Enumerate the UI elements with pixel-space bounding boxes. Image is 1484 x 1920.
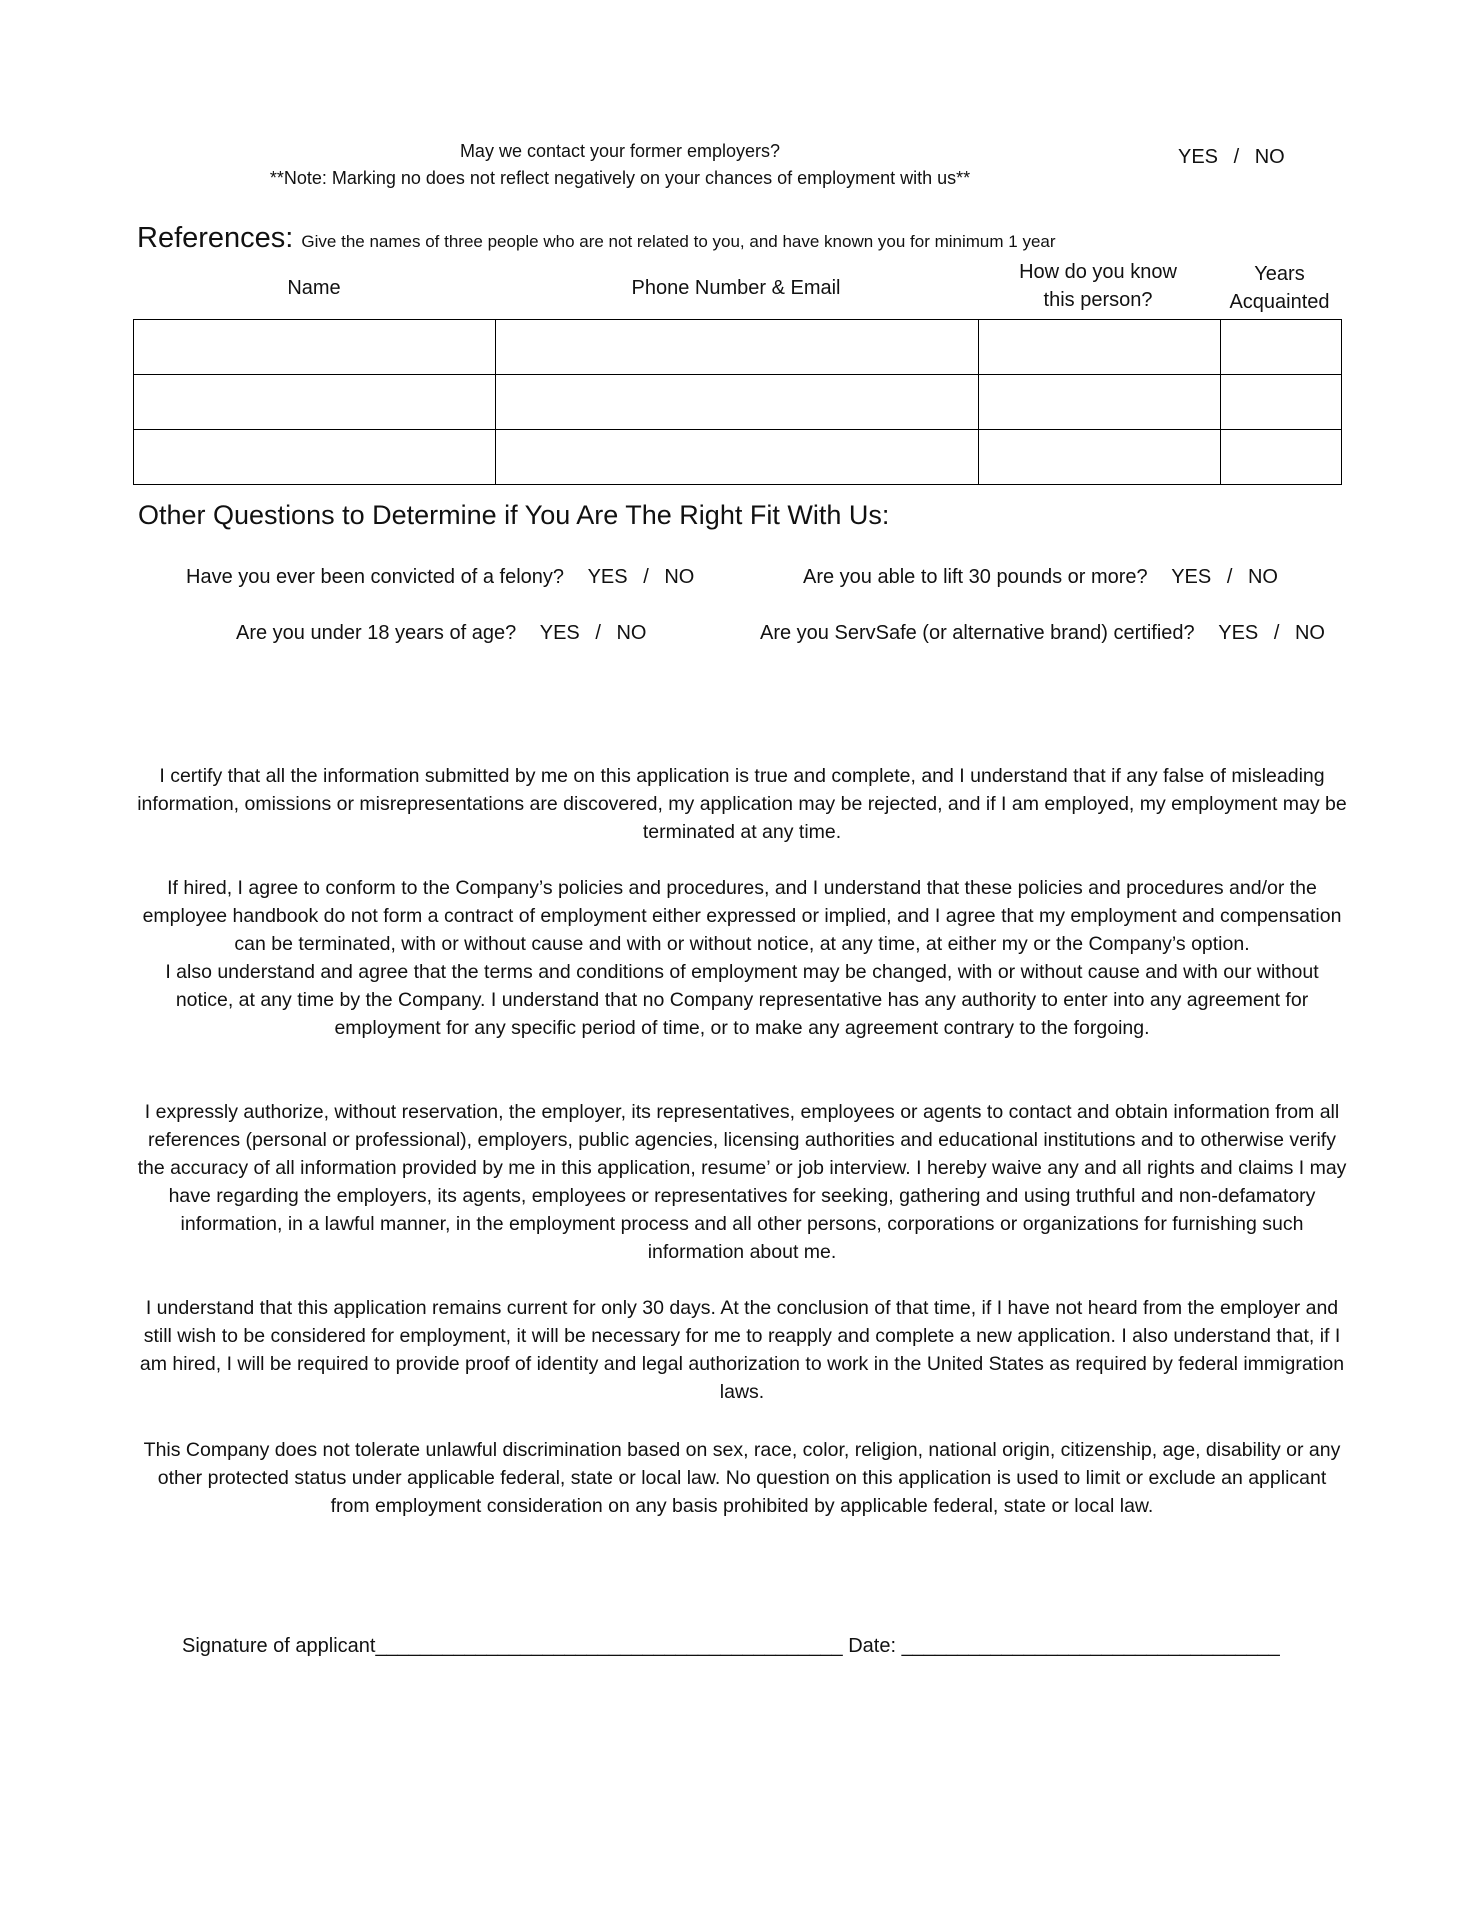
authorization-paragraph (136, 1098, 1348, 1266)
certification-paragraph (136, 762, 1348, 846)
lift-yes-option[interactable]: YES (1171, 566, 1212, 588)
contact-separator: / (1233, 146, 1240, 168)
ref-how-know-cell[interactable] (979, 375, 1221, 430)
col-header-phone-email: Phone Number & Email (631, 277, 841, 299)
col-header-name: Name (287, 277, 341, 299)
question-felony (186, 566, 694, 589)
question-felony-text: Have you ever been convicted of a felony? (186, 566, 565, 588)
col-header-years-line2: Acquainted (1229, 291, 1330, 313)
servsafe-no-option[interactable]: NO (1294, 622, 1325, 644)
col-header-years-line1: Years (1254, 263, 1305, 285)
signature-field[interactable]: __________________________________________ (375, 1635, 843, 1657)
col-header-how-know-line1: How do you know (1019, 261, 1177, 283)
non-discrimination-text: This Company does not tolerate unlawful discrimination based on sex, race, color, religion, national origin, citizenship, age, disability or any other protected status under applicable federal, state or local law. No question on this application is used to limit or exclude an applicant from employment consideration on any basis prohibited by applicable federal, state or local law. (143, 1439, 1341, 1517)
ref-phone-email-cell[interactable] (496, 430, 979, 485)
non-discrimination-paragraph (136, 1436, 1348, 1520)
authorization-text: I expressly authorize, without reservation, the employer, its representatives, employees or agents to contact and obtain information from all references (personal or professional), employers, public agencies, licensing authorities and educational institutions and to otherwise verify the accuracy of all information provided by me in this application, resume’ or job interview. I hereby waive any and all rights and claims I may have regarding the employers, its agents, employees or representatives for seeking, gathering and using truthful and non-defamatory information, in a lawful manner, in the employment process and all other persons, corporations or organizations for furnishing such information about me. (137, 1101, 1347, 1263)
contact-question-text: May we contact your former employers? (459, 141, 781, 161)
ref-years-cell[interactable] (1221, 430, 1342, 485)
ref-how-know-cell[interactable] (979, 430, 1221, 485)
under-18-separator: / (595, 622, 601, 644)
col-header-years (1219, 260, 1340, 316)
col-header-how-know (977, 258, 1219, 314)
certification-text: I certify that all the information submitted by me on this application is true and complete, and I understand that if any false of misleading information, omissions or misrepresentations are discovered, my application may be rejected, and if I am employed, my employment may be terminated at any time. (137, 765, 1347, 843)
references-subtitle: Give the names of three people who are not related to you, and have known you for minimum 1 year (301, 232, 1056, 251)
ref-phone-email-cell[interactable] (496, 320, 979, 375)
application-validity-paragraph (136, 1294, 1348, 1406)
servsafe-separator: / (1273, 622, 1280, 644)
lift-no-option[interactable]: NO (1247, 566, 1278, 588)
lift-separator: / (1226, 566, 1233, 588)
ref-name-cell[interactable] (134, 320, 496, 375)
ref-phone-email-cell[interactable] (496, 375, 979, 430)
terms-change-text: I also understand and agree that the terms and conditions of employment may be changed, with or without cause and with our without notice, at any time by the Company. I understand that no Company representative has any authority to enter into any agreement for employment for any specific period of time, or to make any agreement contrary to the forgoing. (165, 961, 1319, 1039)
contact-note-text: **Note: Marking no does not reflect negatively on your chances of employment with us** (269, 168, 971, 188)
ref-years-cell[interactable] (1221, 320, 1342, 375)
references-title: References: (137, 222, 294, 254)
question-servsafe-text: Are you ServSafe (or alternative brand) certified? (760, 622, 1195, 644)
felony-yes-option[interactable]: YES (587, 566, 628, 588)
policies-text: If hired, I agree to conform to the Company’s policies and procedures, and I understand that these policies and procedures and/or the employee handbook do not form a contract of employment either expressed or implied, and I agree that my employment and compensation can be terminated, with or without cause and with or without notice, at any time, at either my or the Company’s option. (142, 877, 1342, 955)
under-18-no-option[interactable]: NO (616, 622, 647, 644)
other-questions-heading: Other Questions to Determine if You Are The Right Fit With Us: (138, 500, 890, 530)
question-lift-text: Are you able to lift 30 pounds or more? (803, 566, 1148, 588)
question-servsafe (760, 622, 1325, 645)
felony-no-option[interactable]: NO (664, 566, 695, 588)
under-18-yes-option[interactable]: YES (539, 622, 580, 644)
question-under-18-text: Are you under 18 years of age? (236, 622, 517, 644)
question-lift (803, 566, 1278, 589)
application-validity-text: I understand that this application remains current for only 30 days. At the conclusion of that time, if I have not heard from the employer and still wish to be considered for employment, it will be necessary for me to reapply and complete a new application. I also understand that, if I am hired, I will be required to provide proof of identity and legal authorization to work in the United States as required by federal immigration laws. (139, 1297, 1345, 1403)
date-label: Date: (848, 1635, 897, 1657)
ref-how-know-cell[interactable] (979, 320, 1221, 375)
policies-paragraph (136, 874, 1348, 1042)
contact-employers-question (220, 138, 1020, 192)
contact-yes-no (1178, 146, 1285, 169)
signature-line (182, 1635, 1280, 1658)
table-row (134, 430, 1342, 485)
ref-name-cell[interactable] (134, 375, 496, 430)
references-table (133, 319, 1342, 485)
signature-label: Signature of applicant (182, 1635, 376, 1657)
servsafe-yes-option[interactable]: YES (1218, 622, 1259, 644)
date-field[interactable]: __________________________________ (901, 1635, 1280, 1657)
contact-no-option[interactable]: NO (1254, 146, 1285, 168)
ref-years-cell[interactable] (1221, 375, 1342, 430)
felony-separator: / (643, 566, 649, 588)
contact-yes-option[interactable]: YES (1178, 146, 1219, 168)
table-row (134, 320, 1342, 375)
references-heading (137, 222, 1056, 255)
ref-name-cell[interactable] (134, 430, 496, 485)
question-under-18 (236, 622, 646, 645)
table-row (134, 375, 1342, 430)
col-header-how-know-line2: this person? (1043, 289, 1153, 311)
